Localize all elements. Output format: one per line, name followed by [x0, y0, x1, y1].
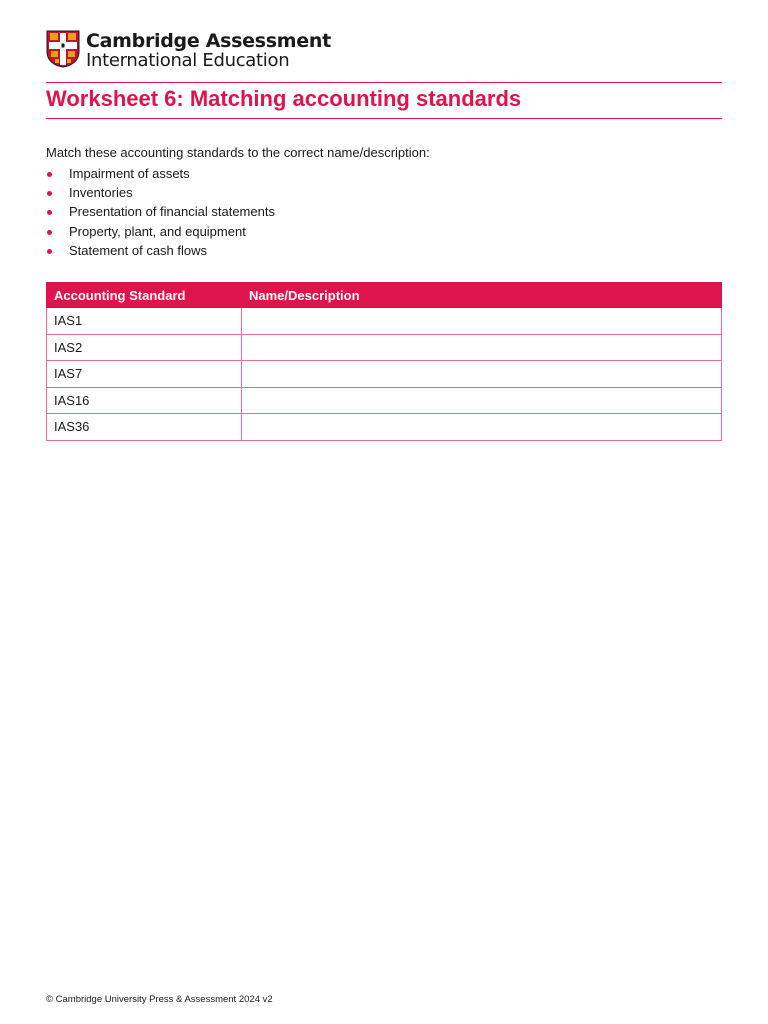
column-header-description: Name/Description	[242, 283, 722, 308]
bullet-icon	[47, 210, 52, 215]
copyright-footer: © Cambridge University Press & Assessment 2024 v2	[46, 994, 273, 1005]
instructions: Match these accounting standards to the correct name/description:	[46, 145, 430, 160]
bullet-icon	[47, 249, 52, 254]
title-rule-bottom	[46, 118, 722, 119]
list-item	[46, 185, 275, 204]
list-item-text: Impairment of assets	[69, 166, 190, 181]
standard-cell: IAS2	[47, 334, 242, 361]
standard-cell: IAS16	[47, 387, 242, 414]
list-item	[46, 204, 275, 223]
table-row	[47, 334, 722, 361]
description-cell[interactable]	[242, 334, 722, 361]
brand-name: Cambridge Assessment	[86, 30, 331, 52]
title-rule-top	[46, 82, 722, 83]
bullet-icon	[47, 191, 52, 196]
standard-cell: IAS36	[47, 414, 242, 441]
page-title: Worksheet 6: Matching accounting standards	[46, 86, 522, 111]
list-item-text: Property, plant, and equipment	[69, 223, 246, 239]
table-row	[47, 414, 722, 441]
cambridge-crest-icon	[46, 30, 80, 68]
bullet-icon	[47, 230, 52, 235]
description-cell[interactable]	[242, 414, 722, 441]
list-item-text: Inventories	[69, 185, 133, 201]
header	[46, 30, 331, 70]
brand-subtitle: International Education	[86, 50, 290, 71]
brand	[86, 30, 331, 70]
list-item-text: Statement of cash flows	[69, 242, 208, 258]
list-item	[46, 243, 275, 262]
description-cell[interactable]	[242, 361, 722, 388]
list-item	[46, 224, 275, 243]
standards-name-list	[46, 166, 275, 262]
bullet-icon	[47, 172, 52, 177]
standard-cell: IAS7	[47, 361, 242, 388]
table-row	[47, 387, 722, 414]
table-row	[47, 308, 722, 335]
column-header-standard: Accounting Standard	[47, 283, 242, 308]
table-header-row	[47, 283, 722, 308]
description-cell[interactable]	[242, 387, 722, 414]
description-cell[interactable]	[242, 308, 722, 335]
list-item-text: Presentation of financial statements	[69, 204, 275, 220]
standard-cell: IAS1	[47, 308, 242, 335]
list-item	[46, 166, 275, 185]
table-row	[47, 361, 722, 388]
standards-table	[46, 282, 722, 441]
